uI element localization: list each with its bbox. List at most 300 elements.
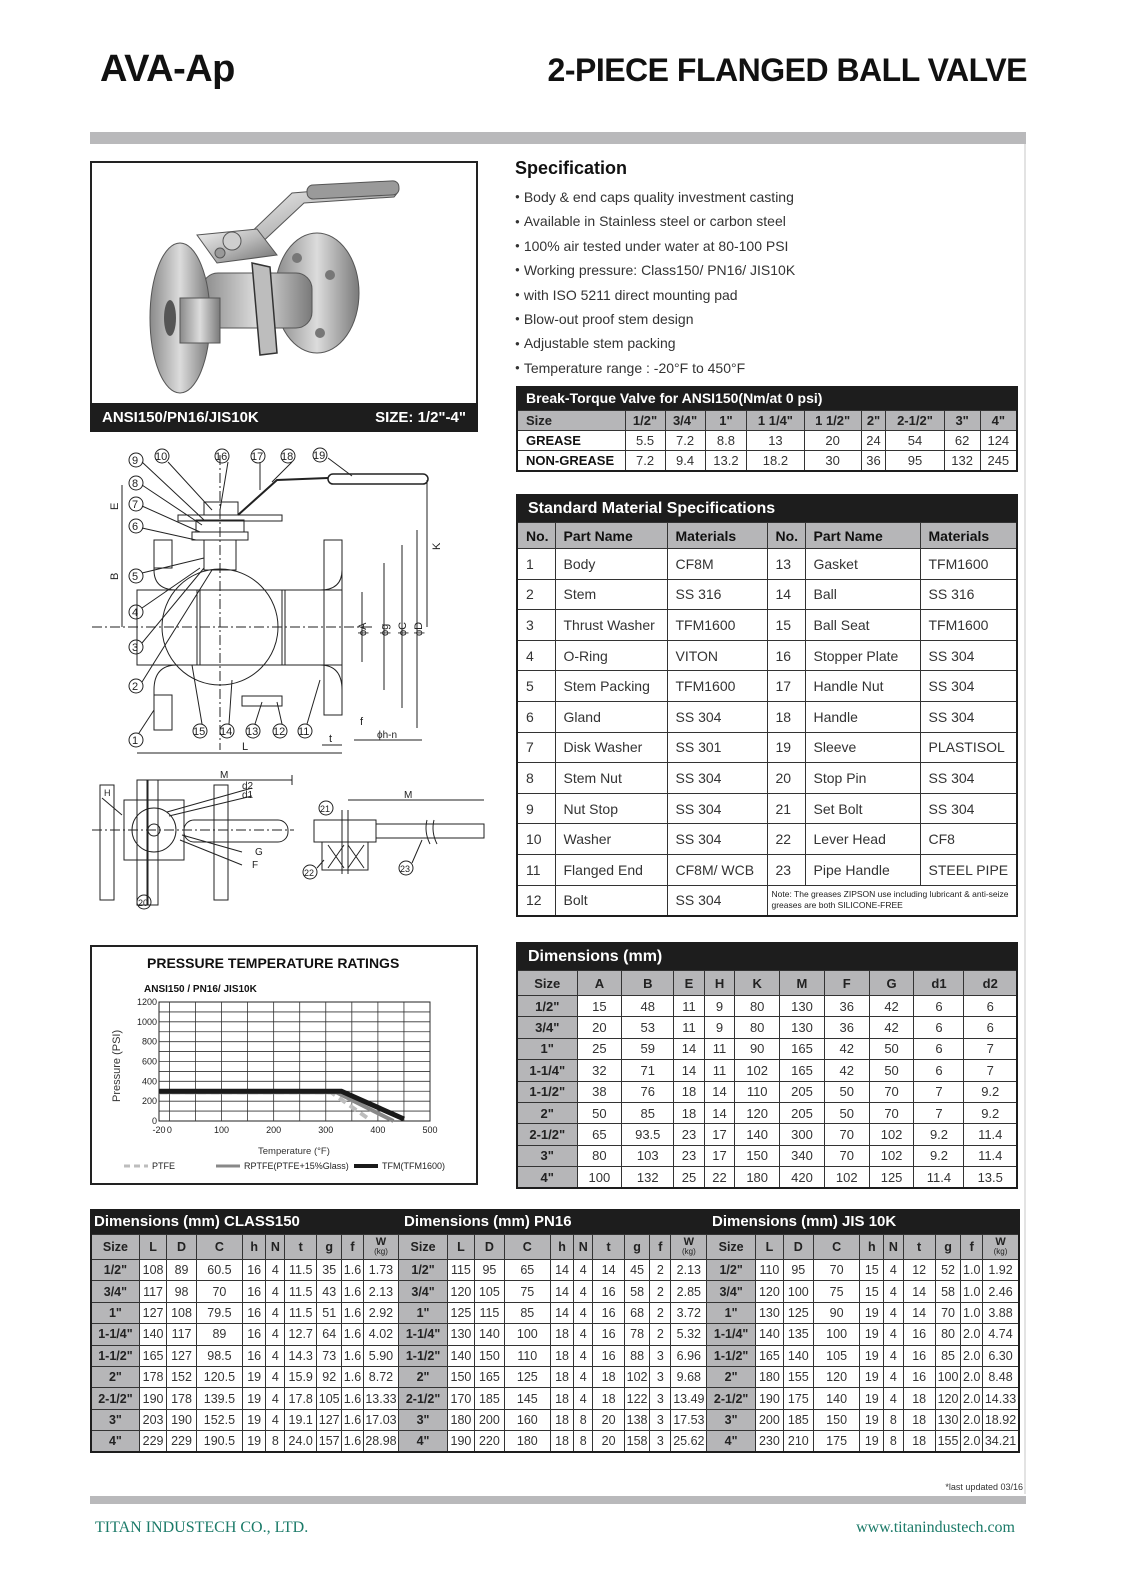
dimension-size: 2-1/2" bbox=[517, 1124, 577, 1145]
flange-value: 165 bbox=[139, 1345, 166, 1366]
x-tick-label: 300 bbox=[318, 1125, 334, 1135]
flange-value: 1.6 bbox=[342, 1366, 363, 1387]
svg-text:11: 11 bbox=[298, 726, 310, 738]
flange-header-row bbox=[91, 1235, 1019, 1260]
torque-value: 24 bbox=[861, 431, 886, 451]
flange-value: 115 bbox=[475, 1302, 505, 1323]
dimension-header: d1 bbox=[914, 971, 964, 996]
torque-value: 13.2 bbox=[705, 451, 747, 471]
material-row bbox=[517, 763, 1017, 794]
flange-value: 100 bbox=[783, 1281, 813, 1302]
flange-size: 1" bbox=[91, 1302, 139, 1323]
standards-label: ANSI150/PN16/JIS10K bbox=[102, 409, 259, 426]
torque-value: 20 bbox=[804, 431, 861, 451]
flange-value: 4 bbox=[266, 1281, 285, 1302]
flange-value: 4 bbox=[884, 1345, 904, 1366]
material-row bbox=[517, 640, 1017, 671]
weight-header bbox=[983, 1235, 1019, 1260]
flange-value: 139.5 bbox=[196, 1388, 242, 1409]
flange-value: 3 bbox=[650, 1409, 671, 1430]
flange-size: 2" bbox=[399, 1366, 447, 1387]
dim-l: L bbox=[242, 741, 249, 753]
size-range-label: SIZE: 1/2"-4" bbox=[375, 409, 466, 426]
callout-17 bbox=[251, 449, 265, 463]
flange-value: 4 bbox=[266, 1409, 285, 1430]
weight-label: W bbox=[995, 1236, 1006, 1248]
flange-value: 8 bbox=[574, 1431, 593, 1452]
flange-value: 230 bbox=[755, 1431, 783, 1452]
callout-6 bbox=[129, 519, 143, 533]
flange-value: 210 bbox=[783, 1431, 813, 1452]
dimension-value: 14 bbox=[704, 1102, 735, 1123]
callout-9 bbox=[129, 453, 143, 467]
flange-value: 105 bbox=[813, 1345, 860, 1366]
flange-value: 2 bbox=[650, 1260, 671, 1281]
flange-size: 1-1/4" bbox=[707, 1324, 756, 1345]
flange-value: 3.72 bbox=[671, 1302, 707, 1323]
flange-value: 14 bbox=[903, 1302, 935, 1323]
flange-value: 12 bbox=[903, 1260, 935, 1281]
flange-size: 3/4" bbox=[91, 1281, 139, 1302]
part-name: Stem Nut bbox=[555, 763, 667, 794]
model-title: AVA-Ap bbox=[100, 48, 235, 90]
part-no: 14 bbox=[767, 579, 805, 610]
flange-header: L bbox=[139, 1235, 166, 1260]
part-no: 15 bbox=[767, 610, 805, 641]
flange-value: 152 bbox=[167, 1366, 197, 1387]
dimension-value: 50 bbox=[577, 1102, 622, 1123]
flange-value: 16 bbox=[593, 1281, 625, 1302]
flange-value: 130 bbox=[447, 1324, 474, 1345]
dimension-value: 93.5 bbox=[622, 1124, 674, 1145]
dimension-value: 9.2 bbox=[964, 1102, 1017, 1123]
pressure-temperature-chart bbox=[90, 945, 478, 1185]
flange-value: 203 bbox=[139, 1409, 166, 1430]
torque-header-row bbox=[517, 411, 1017, 431]
svg-text:14: 14 bbox=[220, 726, 233, 738]
dimension-value: 180 bbox=[735, 1167, 780, 1188]
flange-value: 1.73 bbox=[363, 1260, 399, 1281]
torque-value: 30 bbox=[804, 451, 861, 471]
dimension-value: 7 bbox=[914, 1102, 964, 1123]
part-material: VITON bbox=[667, 640, 767, 671]
flange-value: 1.6 bbox=[342, 1324, 363, 1345]
flange-value: 122 bbox=[624, 1388, 649, 1409]
flange-tables-titles bbox=[90, 1209, 1020, 1234]
torque-value: 124 bbox=[980, 431, 1017, 451]
dimension-value: 71 bbox=[622, 1060, 674, 1081]
break-torque-table bbox=[516, 386, 1018, 472]
flange-value: 2 bbox=[650, 1302, 671, 1323]
dimension-value: 150 bbox=[735, 1145, 780, 1166]
dimension-header: B bbox=[622, 971, 674, 996]
flange-value: 190 bbox=[167, 1409, 197, 1430]
materials-header: No. bbox=[767, 523, 805, 549]
flange-value: 8 bbox=[574, 1409, 593, 1430]
flange-value: 25.62 bbox=[671, 1431, 707, 1452]
flange-value: 4 bbox=[266, 1324, 285, 1345]
dimension-value: 59 bbox=[622, 1038, 674, 1059]
flange-value: 140 bbox=[813, 1388, 860, 1409]
dimension-value: 14 bbox=[674, 1060, 705, 1081]
dimension-value: 18 bbox=[674, 1102, 705, 1123]
flange-size: 1/2" bbox=[707, 1260, 756, 1281]
flange-value: 34.21 bbox=[983, 1431, 1019, 1452]
flange-size: 4" bbox=[91, 1431, 139, 1452]
flange-value: 92 bbox=[317, 1366, 342, 1387]
dimension-value: 14 bbox=[704, 1081, 735, 1102]
flange-value: 8 bbox=[266, 1431, 285, 1452]
flange-value: 43 bbox=[317, 1281, 342, 1302]
part-material: SS 304 bbox=[667, 824, 767, 855]
flange-value: 89 bbox=[196, 1324, 242, 1345]
flange-value: 18 bbox=[593, 1388, 625, 1409]
flange-value: 8.48 bbox=[983, 1366, 1019, 1387]
dimension-value: 165 bbox=[780, 1038, 825, 1059]
flange-value: 117 bbox=[139, 1281, 166, 1302]
svg-text:19: 19 bbox=[313, 450, 326, 462]
flange-header: h bbox=[243, 1235, 266, 1260]
flange-value: 75 bbox=[504, 1281, 550, 1302]
part-name: Stopper Plate bbox=[805, 640, 920, 671]
flange-header: f bbox=[961, 1235, 983, 1260]
part-name: Thrust Washer bbox=[555, 610, 667, 641]
flange-value: 125 bbox=[504, 1366, 550, 1387]
flange-value: 6.96 bbox=[671, 1345, 707, 1366]
specification-list bbox=[515, 185, 845, 380]
flange-value: 2.13 bbox=[363, 1281, 399, 1302]
flange-value: 117 bbox=[167, 1324, 197, 1345]
flange-value: 2.0 bbox=[961, 1366, 983, 1387]
part-name: Stop Pin bbox=[805, 763, 920, 794]
flange-header: D bbox=[167, 1235, 197, 1260]
dimension-value: 80 bbox=[735, 996, 780, 1017]
torque-row bbox=[517, 451, 1017, 471]
flange-value: 170 bbox=[447, 1388, 474, 1409]
dimension-value: 6 bbox=[914, 1038, 964, 1059]
flange-value: 165 bbox=[475, 1366, 505, 1387]
materials-header: Materials bbox=[667, 523, 767, 549]
photo-caption bbox=[90, 403, 478, 432]
flange-header: Size bbox=[707, 1235, 756, 1260]
dim-m-top: M bbox=[220, 770, 229, 781]
dim-k: K bbox=[431, 542, 443, 550]
svg-text:6: 6 bbox=[132, 521, 139, 533]
flange-value: 51 bbox=[317, 1302, 342, 1323]
flange-value: 125 bbox=[447, 1302, 474, 1323]
flange-value: 4 bbox=[574, 1345, 593, 1366]
part-no: 5 bbox=[517, 671, 555, 702]
flange-value: 1.0 bbox=[961, 1302, 983, 1323]
flange-value: 2.0 bbox=[961, 1388, 983, 1409]
dimension-value: 6 bbox=[964, 996, 1017, 1017]
dimension-value: 205 bbox=[780, 1102, 825, 1123]
flange-value: 2.0 bbox=[961, 1324, 983, 1345]
flange-value: 14 bbox=[550, 1302, 573, 1323]
flange-dimension-grid bbox=[90, 1234, 1020, 1453]
flange-value: 145 bbox=[504, 1388, 550, 1409]
valve-top-view bbox=[92, 775, 294, 909]
dimension-header: Size bbox=[517, 971, 577, 996]
flange-value: 95 bbox=[783, 1260, 813, 1281]
flange-value: 70 bbox=[196, 1281, 242, 1302]
pn16-title: Dimensions (mm) PN16 bbox=[404, 1213, 572, 1230]
flange-row bbox=[91, 1409, 1019, 1430]
dimension-header: M bbox=[780, 971, 825, 996]
torque-size-header: 2-1/2" bbox=[886, 411, 944, 431]
flange-size: 2-1/2" bbox=[707, 1388, 756, 1409]
dimension-value: 11.4 bbox=[964, 1124, 1017, 1145]
dim-d: ϕD bbox=[413, 621, 425, 636]
svg-text:10: 10 bbox=[155, 451, 168, 463]
flange-size: 3/4" bbox=[707, 1281, 756, 1302]
flange-value: 18 bbox=[550, 1409, 573, 1430]
dimension-size: 3" bbox=[517, 1145, 577, 1166]
material-row bbox=[517, 671, 1017, 702]
part-no: 10 bbox=[517, 824, 555, 855]
flange-header: D bbox=[783, 1235, 813, 1260]
dimension-size: 2" bbox=[517, 1102, 577, 1123]
dimension-value: 25 bbox=[674, 1167, 705, 1188]
flange-value: 220 bbox=[475, 1431, 505, 1452]
flange-value: 18 bbox=[550, 1324, 573, 1345]
flange-header: N bbox=[266, 1235, 285, 1260]
dimension-value: 340 bbox=[780, 1145, 825, 1166]
flange-value: 19 bbox=[860, 1366, 884, 1387]
dimension-value: 70 bbox=[869, 1102, 914, 1123]
website-link[interactable]: www.titanindustech.com bbox=[856, 1519, 1015, 1536]
flange-row bbox=[91, 1324, 1019, 1345]
dimension-value: 6 bbox=[914, 1060, 964, 1081]
part-name: Gasket bbox=[805, 549, 920, 580]
material-row bbox=[517, 885, 1017, 916]
torque-value: 7.2 bbox=[625, 451, 665, 471]
flange-header: t bbox=[285, 1235, 317, 1260]
dimension-value: 165 bbox=[780, 1060, 825, 1081]
callout-21: 21 bbox=[320, 804, 331, 814]
material-row bbox=[517, 732, 1017, 763]
part-material: STEEL PIPE bbox=[920, 854, 1017, 885]
dimension-row bbox=[517, 1124, 1017, 1145]
flange-value: 158 bbox=[624, 1431, 649, 1452]
dimension-value: 42 bbox=[824, 1038, 869, 1059]
part-name: Washer bbox=[555, 824, 667, 855]
material-row bbox=[517, 549, 1017, 580]
torque-value: 95 bbox=[886, 451, 944, 471]
dim-f-top: F bbox=[252, 860, 259, 871]
y-tick-label: 0 bbox=[151, 1116, 157, 1126]
flange-value: 185 bbox=[475, 1388, 505, 1409]
flange-value: 120 bbox=[813, 1366, 860, 1387]
part-no: 13 bbox=[767, 549, 805, 580]
flange-value: 14.3 bbox=[285, 1345, 317, 1366]
flange-value: 85 bbox=[504, 1302, 550, 1323]
flange-value: 16 bbox=[903, 1324, 935, 1345]
flange-value: 18 bbox=[903, 1431, 935, 1452]
dimension-value: 22 bbox=[704, 1167, 735, 1188]
flange-value: 11.5 bbox=[285, 1260, 317, 1281]
part-material: SS 316 bbox=[667, 579, 767, 610]
dimension-value: 85 bbox=[622, 1102, 674, 1123]
dimension-value: 50 bbox=[824, 1102, 869, 1123]
flange-size: 1/2" bbox=[399, 1260, 447, 1281]
flange-value: 1.6 bbox=[342, 1431, 363, 1452]
flange-value: 64 bbox=[317, 1324, 342, 1345]
flange-header: C bbox=[196, 1235, 242, 1260]
dim-c: ϕC bbox=[397, 621, 409, 636]
flange-value: 1.6 bbox=[342, 1345, 363, 1366]
flange-value: 16 bbox=[243, 1281, 266, 1302]
torque-size-header: 1 1/2" bbox=[804, 411, 861, 431]
flange-value: 4 bbox=[574, 1260, 593, 1281]
spec-item: ● Available in Stainless steel or carbon steel bbox=[515, 209, 845, 233]
flange-value: 120.5 bbox=[196, 1366, 242, 1387]
part-no: 20 bbox=[767, 763, 805, 794]
part-name: Ball Seat bbox=[805, 610, 920, 641]
callout-7 bbox=[129, 497, 143, 511]
flange-value: 4 bbox=[884, 1388, 904, 1409]
dimension-value: 9.2 bbox=[914, 1145, 964, 1166]
x-tick-label: 200 bbox=[266, 1125, 282, 1135]
flange-value: 120 bbox=[935, 1388, 961, 1409]
x-tick-label: 500 bbox=[422, 1125, 438, 1135]
flange-value: 110 bbox=[755, 1260, 783, 1281]
dimensions-table bbox=[516, 942, 1018, 1189]
flange-value: 180 bbox=[504, 1431, 550, 1452]
spec-item: ● Working pressure: Class150/ PN16/ JIS10K bbox=[515, 258, 845, 282]
dimension-value: 102 bbox=[735, 1060, 780, 1081]
flange-value: 8 bbox=[884, 1431, 904, 1452]
flange-value: 200 bbox=[755, 1409, 783, 1430]
flange-size: 3" bbox=[707, 1409, 756, 1430]
flange-value: 8.72 bbox=[363, 1366, 399, 1387]
dimension-value: 102 bbox=[824, 1167, 869, 1188]
dimension-value: 110 bbox=[735, 1081, 780, 1102]
legend-label: RPTFE(PTFE+15%Glass) bbox=[244, 1161, 349, 1171]
dimension-value: 103 bbox=[622, 1145, 674, 1166]
dimension-value: 205 bbox=[780, 1081, 825, 1102]
technical-drawing bbox=[92, 440, 492, 935]
material-row bbox=[517, 701, 1017, 732]
y-tick-label: 800 bbox=[141, 1036, 157, 1047]
torque-value: 62 bbox=[944, 431, 980, 451]
callout-13 bbox=[246, 724, 260, 738]
dimension-header: d2 bbox=[964, 971, 1017, 996]
dimension-value: 32 bbox=[577, 1060, 622, 1081]
part-name: Pipe Handle bbox=[805, 854, 920, 885]
product-title: 2-PIECE FLANGED BALL VALVE bbox=[547, 52, 1027, 88]
flange-value: 105 bbox=[317, 1388, 342, 1409]
flange-value: 15.9 bbox=[285, 1366, 317, 1387]
dimension-value: 50 bbox=[824, 1081, 869, 1102]
dimension-value: 11 bbox=[704, 1060, 735, 1081]
callout-12 bbox=[273, 724, 287, 738]
y-tick-label: 1000 bbox=[136, 1016, 157, 1027]
part-material: SS 304 bbox=[920, 671, 1017, 702]
flange-value: 4 bbox=[884, 1302, 904, 1323]
flange-value: 3.88 bbox=[983, 1302, 1019, 1323]
svg-text:2: 2 bbox=[132, 681, 139, 693]
dimension-value: 120 bbox=[735, 1102, 780, 1123]
part-no: 9 bbox=[517, 793, 555, 824]
flange-value: 1.0 bbox=[961, 1281, 983, 1302]
flange-value: 17.8 bbox=[285, 1388, 317, 1409]
flange-value: 200 bbox=[475, 1409, 505, 1430]
callout-8 bbox=[129, 476, 143, 490]
part-name: Nut Stop bbox=[555, 793, 667, 824]
torque-value: 5.5 bbox=[625, 431, 665, 451]
dimension-value: 7 bbox=[964, 1060, 1017, 1081]
flange-size: 3" bbox=[91, 1409, 139, 1430]
part-material: SS 304 bbox=[667, 793, 767, 824]
svg-text:12: 12 bbox=[273, 726, 286, 738]
svg-text:13: 13 bbox=[246, 726, 259, 738]
flange-value: 98 bbox=[167, 1281, 197, 1302]
legend-label: TFM(TFM1600) bbox=[382, 1161, 445, 1171]
dimension-value: 70 bbox=[824, 1145, 869, 1166]
dimension-header: A bbox=[577, 971, 622, 996]
flange-value: 165 bbox=[755, 1345, 783, 1366]
flange-value: 11.5 bbox=[285, 1302, 317, 1323]
dimension-value: 50 bbox=[869, 1060, 914, 1081]
flange-value: 6.30 bbox=[983, 1345, 1019, 1366]
flange-value: 127 bbox=[167, 1345, 197, 1366]
flange-value: 19 bbox=[243, 1366, 266, 1387]
flange-value: 70 bbox=[813, 1260, 860, 1281]
dimensions-table-title: Dimensions (mm) bbox=[516, 942, 1018, 970]
flange-value: 2.13 bbox=[671, 1260, 707, 1281]
weight-unit: (kg) bbox=[681, 1247, 696, 1256]
x-axis-label: Temperature (°F) bbox=[258, 1146, 330, 1157]
part-name: Handle bbox=[805, 701, 920, 732]
weight-unit: (kg) bbox=[374, 1247, 388, 1256]
x-tick-label: 400 bbox=[370, 1125, 386, 1135]
flange-value: 78 bbox=[624, 1324, 649, 1345]
flange-value: 15 bbox=[860, 1281, 884, 1302]
flange-value: 135 bbox=[783, 1324, 813, 1345]
part-material: TFM1600 bbox=[667, 671, 767, 702]
torque-row bbox=[517, 431, 1017, 451]
flange-size: 1" bbox=[707, 1302, 756, 1323]
flange-value: 150 bbox=[813, 1409, 860, 1430]
flange-size: 2-1/2" bbox=[399, 1388, 447, 1409]
flange-size: 1-1/2" bbox=[399, 1345, 447, 1366]
dimension-value: 42 bbox=[824, 1060, 869, 1081]
torque-value: 7.2 bbox=[665, 431, 705, 451]
svg-text:5: 5 bbox=[132, 571, 139, 583]
part-material: TFM1600 bbox=[920, 549, 1017, 580]
flange-value: 108 bbox=[167, 1302, 197, 1323]
dimension-row bbox=[517, 996, 1017, 1017]
flange-header: t bbox=[593, 1235, 625, 1260]
flange-value: 75 bbox=[813, 1281, 860, 1302]
flange-value: 2.46 bbox=[983, 1281, 1019, 1302]
part-material: CF8M/ WCB bbox=[667, 854, 767, 885]
flange-value: 190 bbox=[139, 1388, 166, 1409]
flange-value: 190 bbox=[447, 1431, 474, 1452]
part-name: Ball bbox=[805, 579, 920, 610]
flange-value: 11.5 bbox=[285, 1281, 317, 1302]
flange-value: 20 bbox=[593, 1431, 625, 1452]
flange-header: L bbox=[755, 1235, 783, 1260]
flange-value: 4 bbox=[266, 1260, 285, 1281]
flange-value: 190 bbox=[755, 1388, 783, 1409]
dimension-value: 6 bbox=[914, 996, 964, 1017]
part-name: O-Ring bbox=[555, 640, 667, 671]
flange-value: 1.6 bbox=[342, 1409, 363, 1430]
flange-value: 24.0 bbox=[285, 1431, 317, 1452]
ball-valve-image bbox=[92, 163, 476, 403]
